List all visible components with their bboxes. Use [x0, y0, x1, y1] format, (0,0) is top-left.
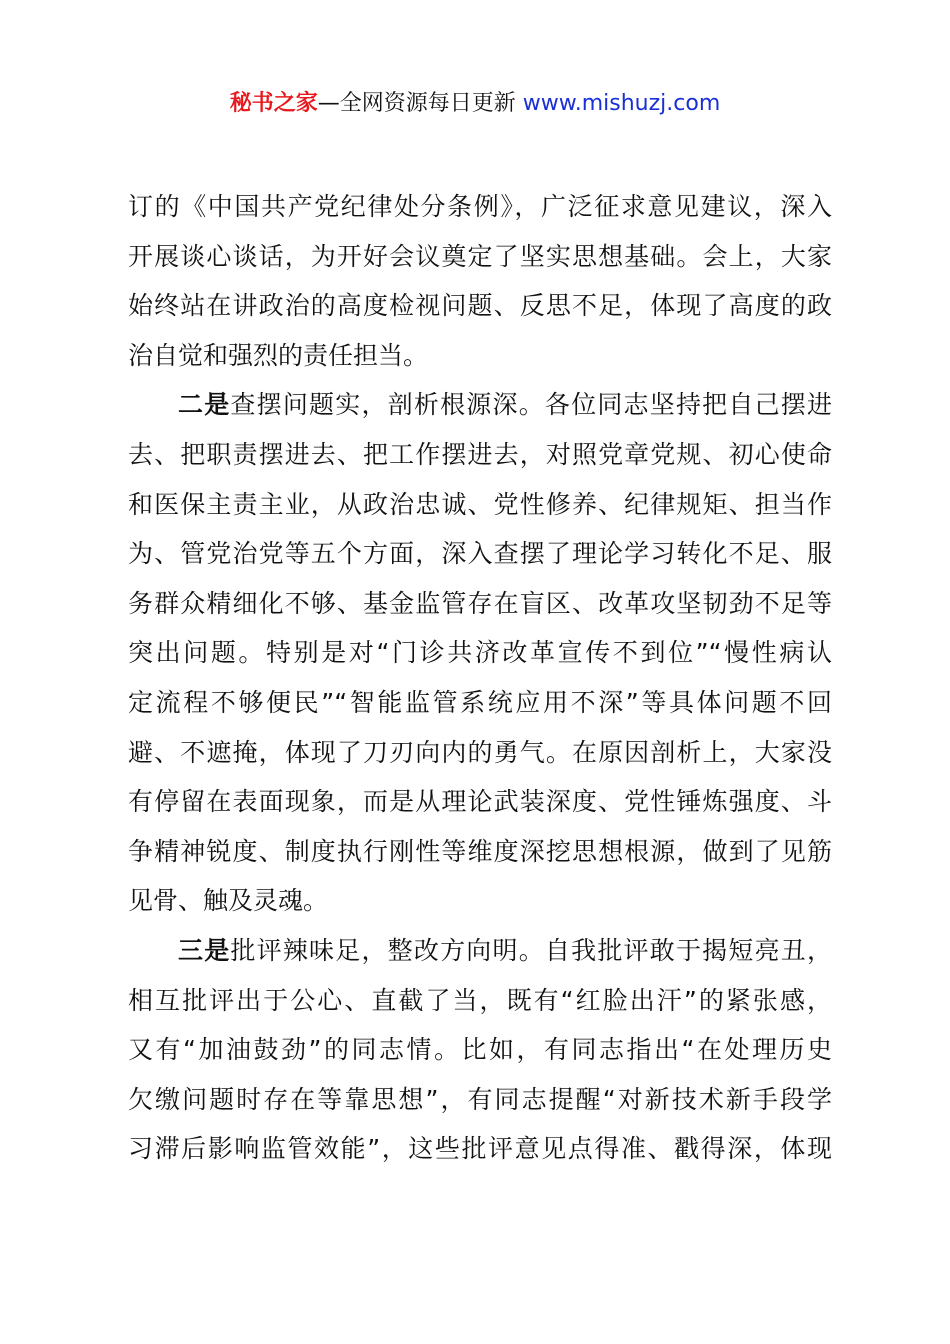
- text-line: 定流程不够便民”“智能监管系统应用不深”等具体问题不回: [128, 687, 832, 717]
- brand-name: 秘书之家: [229, 91, 318, 116]
- text-line: 见骨、触及灵魂。: [128, 886, 329, 916]
- paragraph-lead: 三是: [178, 935, 231, 965]
- paragraph-1: [128, 182, 832, 380]
- paragraph-3: [128, 926, 832, 1174]
- text-line: 始终站在讲政治的高度检视问题、反思不足，体现了高度的政: [128, 291, 832, 321]
- text-line: 去、把职责摆进去、把工作摆进去，对照党章党规、初心使命: [128, 439, 832, 469]
- text-line: 务群众精细化不够、基金监管存在盲区、改革攻坚韧劲不足等: [128, 588, 832, 618]
- text-line: 订的《中国共产党纪律处分条例》，广泛征求意见建议，深入: [128, 192, 832, 221]
- page-header: [0, 86, 950, 122]
- text-line: 和医保主责主业，从政治忠诚、党性修养、纪律规矩、担当作: [128, 489, 832, 519]
- document-body: [128, 182, 832, 1174]
- paragraph-2: [128, 380, 832, 926]
- text-line: 相互批评出于公心、直截了当，既有“红脸出汗”的紧张感，: [128, 985, 832, 1015]
- text-line: 开展谈心谈话，为开好会议奠定了坚实思想基础。会上，大家: [128, 241, 832, 271]
- text-line: 习滞后影响监管效能”，这些批评意见点得准、戳得深，体现: [128, 1134, 832, 1164]
- text-line: 治自觉和强烈的责任担当。: [128, 340, 429, 370]
- text-line: 为、管党治党等五个方面，深入查摆了理论学习转化不足、服: [128, 539, 832, 569]
- text-line: 欠缴问题时存在等靠思想”，有同志提醒“对新技术新手段学: [128, 1084, 832, 1114]
- header-tagline: —全网资源每日更新: [317, 91, 523, 116]
- text-line: 争精神锐度、制度执行刚性等维度深挖思想根源，做到了见筋: [128, 836, 832, 866]
- text-line: 有停留在表面现象，而是从理论武装深度、党性锤炼强度、斗: [128, 787, 832, 817]
- text-line-first: [128, 380, 832, 430]
- text-line: 避、不遮掩，体现了刀刃向内的勇气。在原因剖析上，大家没: [128, 737, 832, 767]
- first-line-text: 查摆问题实，剖析根源深。各位同志坚持把自己摆进: [230, 390, 832, 420]
- text-line-first: [128, 926, 832, 976]
- text-line: 突出问题。特别是对“门诊共济改革宣传不到位”“慢性病认: [128, 638, 832, 668]
- paragraph-lead: 二是: [178, 390, 231, 420]
- text-line: 又有“加油鼓劲”的同志情。比如，有同志指出“在处理历史: [128, 1035, 832, 1065]
- website-link[interactable]: www.mishuzj.com: [522, 91, 721, 116]
- first-line-text: 批评辣味足，整改方向明。自我批评敢于揭短亮丑，: [230, 935, 832, 965]
